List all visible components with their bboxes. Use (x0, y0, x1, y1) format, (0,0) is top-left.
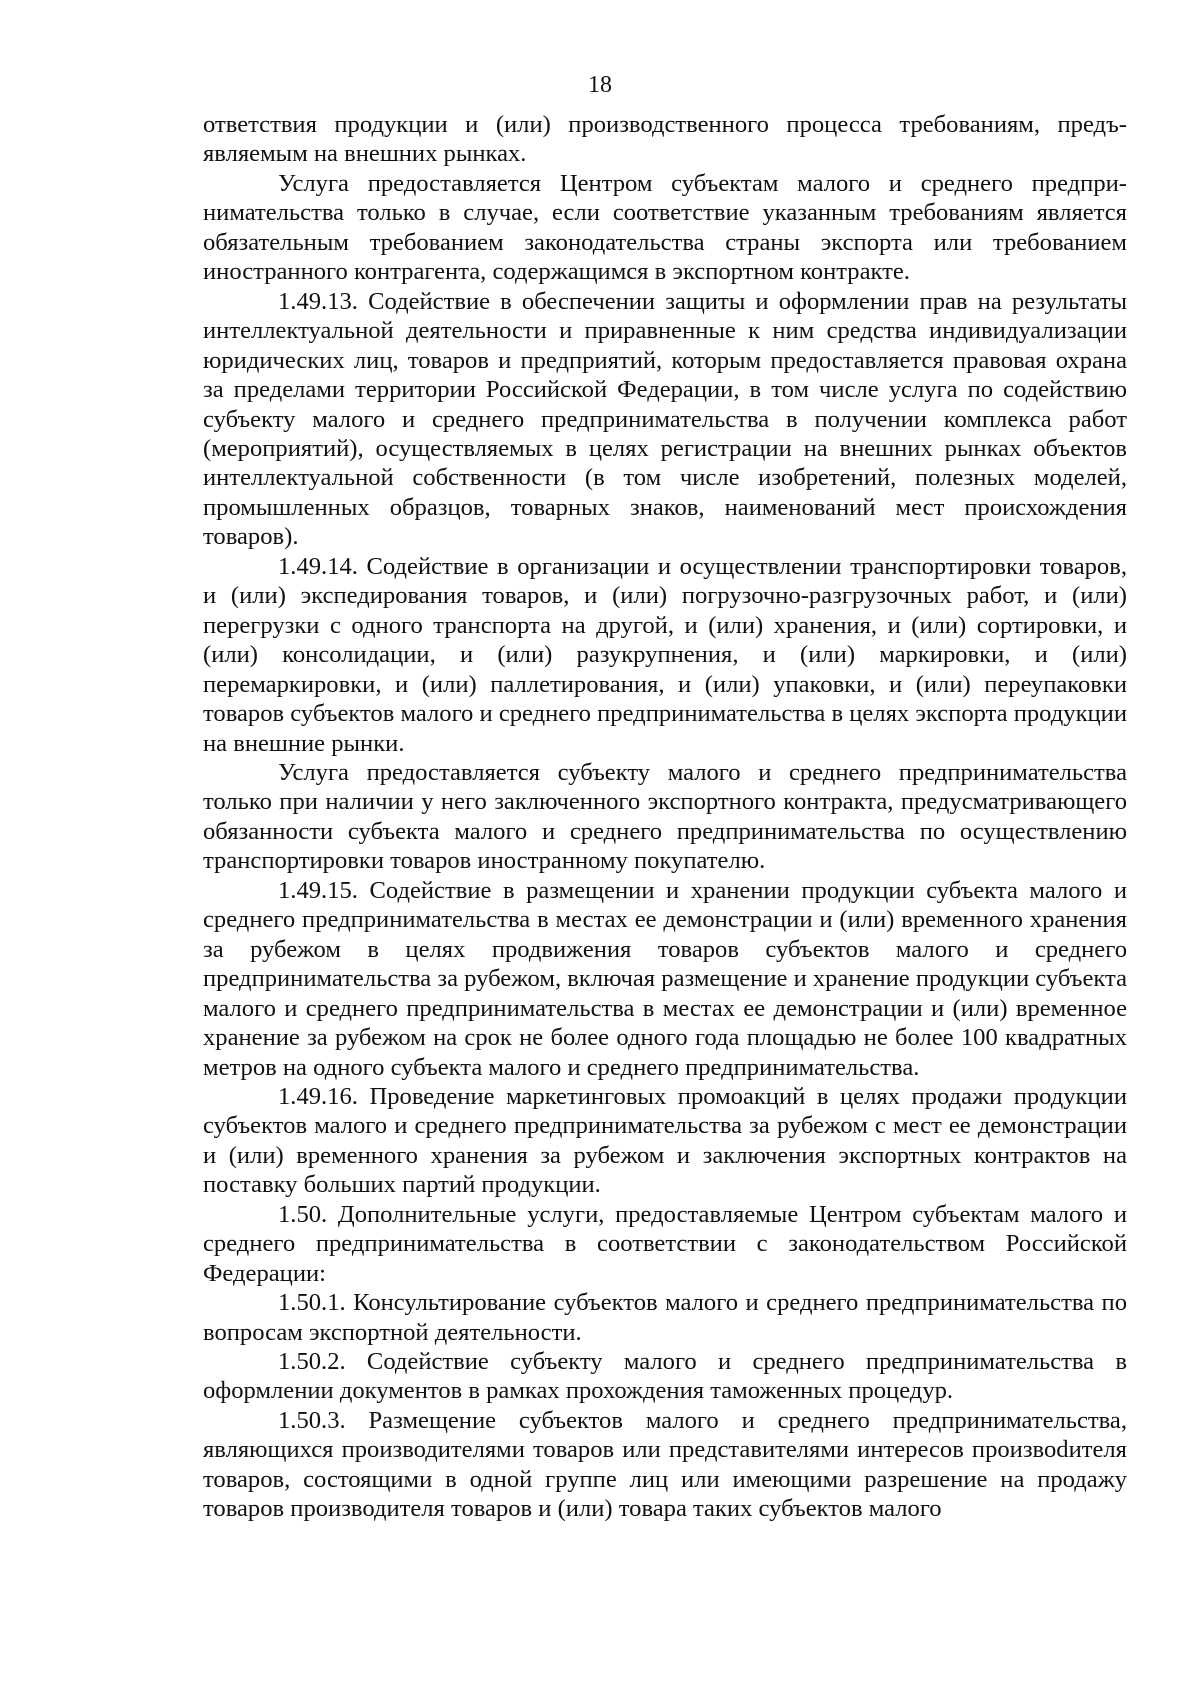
paragraph-service-note-2: Услуга предоставляется субъекту малого и среднего предпринимательства только при наличии у него заключенного экспортного контракта, предусматривающего обязанности субъекта малого и среднего предпринимательства по осуществлению транспортировки товаров иностранному покупателю. (203, 758, 1127, 875)
paragraph-1-49-13: 1.49.13. Содействие в обеспечении защиты и оформлении прав на результаты интеллектуальной деятельности и приравненные к ним средства индивидуализации юридических лиц, товаров и предприятий, которым предоставляется правовая охрана за пределами территории Российской Федерации, в том числе услуга по содействию субъекту малого и среднего предпринимательства в получении комплекса работ (мероприятий), осуществляемых в целях регистрации на внешних рынках объектов интеллектуальной собственности (в том числе изобретений, полезных моделей, промышленных образцов, товарных знаков, наименований мест происхождения товаров). (203, 287, 1127, 551)
paragraph-1-50-3: 1.50.3. Размещение субъектов малого и среднего предпринимательства, являющихся производителями товаров или представителями интересов произвоdителя товаров, состоящими в одной группе лиц или имеющими разрешение на продажу товаров производителя товаров и (или) товара таких субъектов малого (203, 1406, 1127, 1523)
paragraph-1-50-2: 1.50.2. Содействие субъекту малого и среднего предпринимательства в оформлении документов в рамках прохождения таможенных процедур. (203, 1348, 1127, 1405)
document-body (203, 110, 1127, 1524)
paragraph-1-50: 1.50. Дополнительные услуги, предоставляемые Центром субъектам малого и среднего предпринимательства в соответствии с законодательством Российской Федерации: (203, 1200, 1127, 1287)
page-number: 18 (588, 72, 612, 98)
paragraph-1-49-16: 1.49.16. Проведение маркетинговых промоакций в целях продажи продукции субъектов малого и среднего предпринимательства за рубежом с мест ее демонстрации и (или) временного хранения за рубежом и заключения экспортных контрактов на поставку больших партий продукции. (203, 1082, 1127, 1199)
paragraph-continuation: ответствия продукции и (или) производственного процесса требованиям, предъявляемым на внешних рынках. (203, 111, 1127, 168)
paragraph-service-note-1: Услуга предоставляется Центром субъектам малого и среднего предпринимательства только в случае, если соответствие указанным требованиям является обязательным требованием законодательства страны экспорта или требованием иностранного контрагента, содержащимся в экспортном контракте. (203, 169, 1127, 286)
paragraph-1-50-1: 1.50.1. Консультирование субъектов малого и среднего предпринимательства по вопросам экспортной деятельности. (203, 1289, 1127, 1346)
paragraph-1-49-14: 1.49.14. Содействие в организации и осуществлении транспортировки товаров, и (или) экспедирования товаров, и (или) погрузочно-разгрузочных работ, и (или) перегрузки с одного транспорта на другой, и (или) хранения, и (или) сортировки, и (или) консолидации, и (или) разукрупнения, и (или) маркировки, и (или) перемаркировки, и (или) паллетирования, и (или) упаковки, и (или) переупаковки товаров субъектов малого и среднего предпринимательства в целях экспорта продукции на внешние рынки. (203, 552, 1127, 757)
paragraph-1-49-15: 1.49.15. Содействие в размещении и хранении продукции субъекта малого и среднего предпринимательства в местах ее демонстрации и (или) временного хранения за рубежом в целях продвижения товаров субъектов малого и среднего предпринимательства за рубежом, включая размещение и хранение продукции субъекта малого и среднего предпринимательства в местах ее демонстрации и (или) временное хранение за рубежом на срок не более одного года площадью не более 100 квадратных метров на одного субъекта малого и среднего предпринимательства. (203, 876, 1127, 1081)
